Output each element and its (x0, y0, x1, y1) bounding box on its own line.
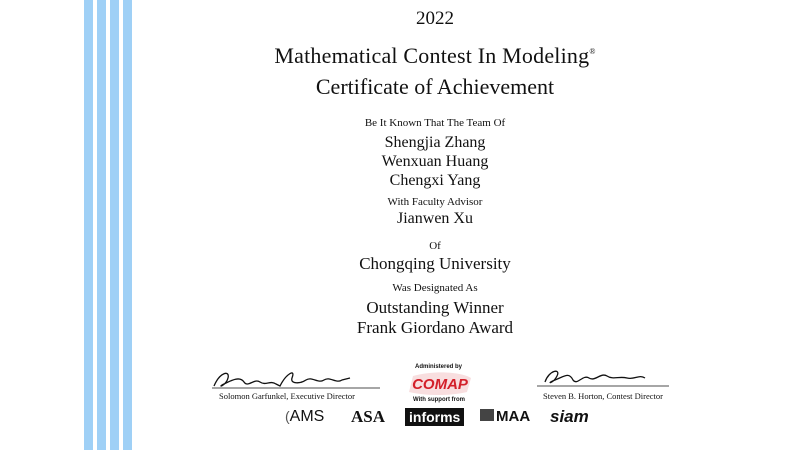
university-name: Chongqing University (359, 254, 511, 273)
designation: Outstanding Winner (366, 298, 504, 317)
signature-right-caption: Steven B. Horton, Contest Director (543, 391, 663, 401)
comap-logo (405, 372, 475, 396)
advisor-label: With Faculty Advisor (387, 196, 483, 208)
registered-mark: ® (589, 47, 596, 56)
award-name: Frank Giordano Award (356, 318, 514, 337)
signature-left-caption: Solomon Garfunkel, Executive Director (219, 391, 355, 401)
team-member: Shengjia Zhang (384, 134, 486, 151)
designation-label: Was Designated As (392, 282, 478, 294)
support-label: With support from (413, 397, 465, 403)
certificate-subtitle: Certificate of Achievement (315, 74, 555, 99)
maa-logo: MAA (480, 408, 530, 425)
sponsor-logos (285, 406, 615, 434)
signature-left (210, 366, 385, 394)
signature-right (535, 364, 675, 392)
siam-logo: siam (550, 407, 589, 426)
contest-title: Mathematical Contest In Modeling® (274, 43, 596, 68)
of-label: Of (429, 240, 441, 252)
intro-text: Be It Known That The Team Of (364, 117, 506, 129)
advisor-name: Jianwen Xu (397, 210, 473, 227)
year: 2022 (416, 8, 454, 29)
informs-logo: informs (405, 409, 464, 425)
team-member: Chengxi Yang (389, 172, 481, 189)
decorative-stripes (0, 0, 150, 450)
asa-logo: ASA (351, 407, 386, 426)
ams-logo: (AMS (285, 408, 325, 425)
administered-by-label: Administered by (415, 364, 463, 370)
team-member: Wenxuan Huang (381, 153, 489, 170)
svg-text:COMAP: COMAP (412, 376, 468, 393)
